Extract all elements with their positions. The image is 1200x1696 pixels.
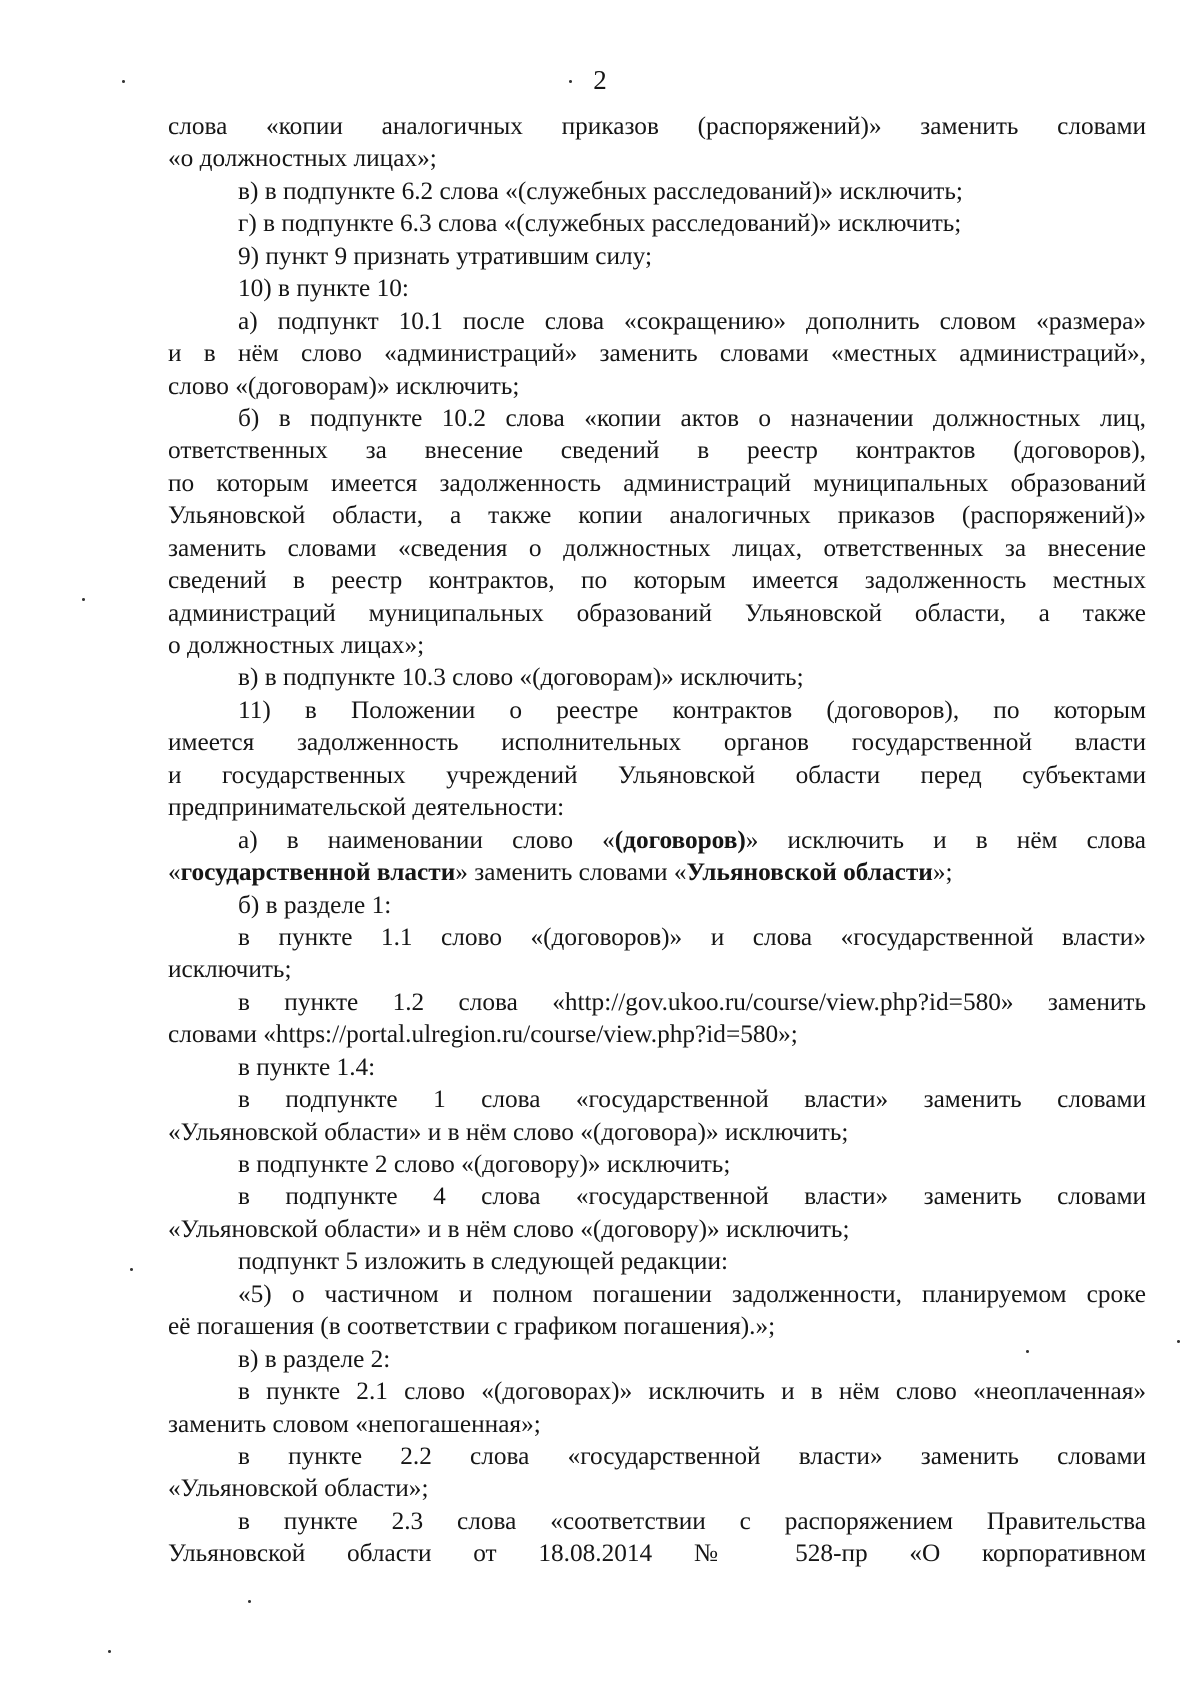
text-run: в пункте 1.4: xyxy=(238,1052,376,1081)
text-run: » заменить словами « xyxy=(455,858,687,887)
text-run: »; xyxy=(932,858,953,887)
text-run: ответственных за внесение сведений в реестр контрактов (договоров), xyxy=(168,436,1146,465)
text-run: исключить; xyxy=(168,955,292,984)
text-run: словами «https://portal.ulregion.ru/course/view.php?id=580»; xyxy=(168,1020,798,1049)
text-line xyxy=(168,305,1146,337)
text-line xyxy=(168,661,1146,693)
text-line xyxy=(168,467,1146,499)
text-run: 11) в Положении о реестре контрактов (договоров), по которым xyxy=(238,695,1146,724)
text-line xyxy=(168,759,1146,791)
scan-speck xyxy=(1177,1340,1180,1343)
text-line xyxy=(168,337,1146,369)
text-line xyxy=(168,1505,1146,1537)
text-run: 9) пункт 9 признать утратившим силу; xyxy=(238,241,653,270)
text-line xyxy=(168,1440,1146,1472)
bold-text-run: (договоров) xyxy=(614,825,746,854)
text-line xyxy=(168,1018,1146,1050)
text-line xyxy=(168,532,1146,564)
text-line xyxy=(168,629,1146,661)
text-line xyxy=(168,597,1146,629)
text-line xyxy=(168,564,1146,596)
text-run: «Ульяновской области»; xyxy=(168,1474,429,1503)
text-line xyxy=(168,1310,1146,1342)
text-run: в пункте 2.2 слова «государственной власти» заменить словами xyxy=(238,1441,1146,1470)
text-run: «5) о частичном и полном погашении задолженности, планируемом сроке xyxy=(238,1279,1146,1308)
text-line xyxy=(168,856,1146,888)
text-line xyxy=(168,824,1146,856)
text-run: Ульяновской области, а также копии аналогичных приказов (распоряжений)» xyxy=(168,501,1146,530)
text-line xyxy=(168,207,1146,239)
text-line xyxy=(168,921,1146,953)
text-run: г) в подпункте 6.3 слова «(служебных расследований)» исключить; xyxy=(238,209,962,238)
text-run: её погашения (в соответствии с графиком погашения).»; xyxy=(168,1312,776,1341)
text-run: и в нём слово «администраций» заменить словами «местных администраций», xyxy=(168,339,1146,368)
text-run: о должностных лицах»; xyxy=(168,631,425,659)
text-line xyxy=(168,1343,1146,1375)
text-run: предпринимательской деятельности: xyxy=(168,793,565,822)
text-line xyxy=(168,791,1146,823)
scan-speck xyxy=(1026,1350,1029,1353)
bold-text-run: государственной власти xyxy=(180,858,456,887)
text-run: в пункте 2.3 слова «соответствии с распоряжением Правительства xyxy=(238,1506,1146,1535)
text-line xyxy=(168,1051,1146,1083)
text-run: в подпункте 2 слово «(договору)» исключить; xyxy=(238,1150,731,1178)
text-run: в) в разделе 2: xyxy=(238,1344,391,1373)
text-line xyxy=(168,240,1146,272)
text-line xyxy=(168,175,1146,207)
text-run: подпункт 5 изложить в следующей редакции: xyxy=(238,1247,729,1276)
text-run: в пункте 1.1 слово «(договоров)» и слова «государственной власти» xyxy=(238,922,1146,951)
scan-speck xyxy=(569,80,572,83)
text-line xyxy=(168,1537,1146,1569)
text-line xyxy=(168,694,1146,726)
text-line xyxy=(168,110,1146,142)
scan-speck xyxy=(130,1268,133,1271)
scan-speck xyxy=(82,598,85,601)
text-run: « xyxy=(168,858,181,887)
bold-text-run: Ульяновской области xyxy=(686,858,933,887)
text-line xyxy=(168,953,1146,985)
text-line xyxy=(168,272,1146,304)
text-run: в подпункте 4 слова «государственной власти» заменить словами xyxy=(238,1182,1146,1211)
text-run: 10) в пункте 10: xyxy=(238,274,409,303)
text-line xyxy=(168,1408,1146,1440)
page-number: 2 xyxy=(593,65,607,95)
document-body xyxy=(168,110,1146,1570)
text-line xyxy=(168,1472,1146,1504)
text-line xyxy=(168,1116,1146,1148)
text-line xyxy=(168,402,1146,434)
text-run: «Ульяновской области» и в нём слово «(договору)» исключить; xyxy=(168,1214,850,1243)
text-run: и государственных учреждений Ульяновской области перед субъектами xyxy=(168,760,1146,789)
text-line xyxy=(168,1245,1146,1277)
scan-speck xyxy=(122,80,125,83)
text-line xyxy=(168,889,1146,921)
text-run: в) в подпункте 6.2 слова «(служебных расследований)» исключить; xyxy=(238,176,963,205)
text-run: в) в подпункте 10.3 слово «(договорам)» исключить; xyxy=(238,663,804,692)
text-run: б) в разделе 1: xyxy=(238,890,392,919)
text-run: по которым имеется задолженность администраций муниципальных образований xyxy=(168,468,1146,497)
text-line xyxy=(168,1180,1146,1212)
text-run: а) в наименовании слово « xyxy=(238,825,615,854)
text-run: администраций муниципальных образований Ульяновской области, а также xyxy=(168,598,1146,627)
text-run: сведений в реестр контрактов, по которым имеется задолженность местных xyxy=(168,566,1146,595)
text-run: «Ульяновской области» и в нём слово «(договора)» исключить; xyxy=(168,1117,849,1146)
text-line xyxy=(168,986,1146,1018)
text-line xyxy=(168,726,1146,758)
text-run: слова «копии аналогичных приказов (распоряжений)» заменить словами xyxy=(168,112,1146,140)
text-line xyxy=(168,499,1146,531)
text-run: имеется задолженность исполнительных органов государственной власти xyxy=(168,728,1146,757)
text-run: » исключить и в нём слова xyxy=(745,825,1146,854)
text-run: в подпункте 1 слова «государственной власти» заменить словами xyxy=(238,1085,1146,1114)
text-line xyxy=(168,1148,1146,1180)
text-line xyxy=(168,370,1146,402)
text-run: заменить словом «непогашенная»; xyxy=(168,1409,541,1438)
scan-speck xyxy=(248,1600,251,1603)
text-run: слово «(договорам)» исключить; xyxy=(168,371,520,400)
text-run: в пункте 2.1 слово «(договорах)» исключить и в нём слово «неоплаченная» xyxy=(238,1377,1146,1406)
text-line xyxy=(168,1278,1146,1310)
text-line xyxy=(168,142,1146,174)
text-run: в пункте 1.2 слова «http://gov.ukoo.ru/course/view.php?id=580» заменить xyxy=(238,987,1146,1016)
text-line xyxy=(168,1375,1146,1407)
text-run: «о должностных лицах»; xyxy=(168,144,437,173)
text-line xyxy=(168,1083,1146,1115)
text-run: заменить словами «сведения о должностных лицах, ответственных за внесение xyxy=(168,533,1146,562)
text-run: б) в подпункте 10.2 слова «копии актов о назначении должностных лиц, xyxy=(238,403,1146,432)
text-run: Ульяновской области от 18.08.2014 № 528-пр «О корпоративном xyxy=(168,1539,1146,1568)
text-line xyxy=(168,1213,1146,1245)
scan-speck xyxy=(108,1650,111,1653)
text-line xyxy=(168,434,1146,466)
text-run: а) подпункт 10.1 после слова «сокращению» дополнить словом «размера» xyxy=(238,306,1146,335)
